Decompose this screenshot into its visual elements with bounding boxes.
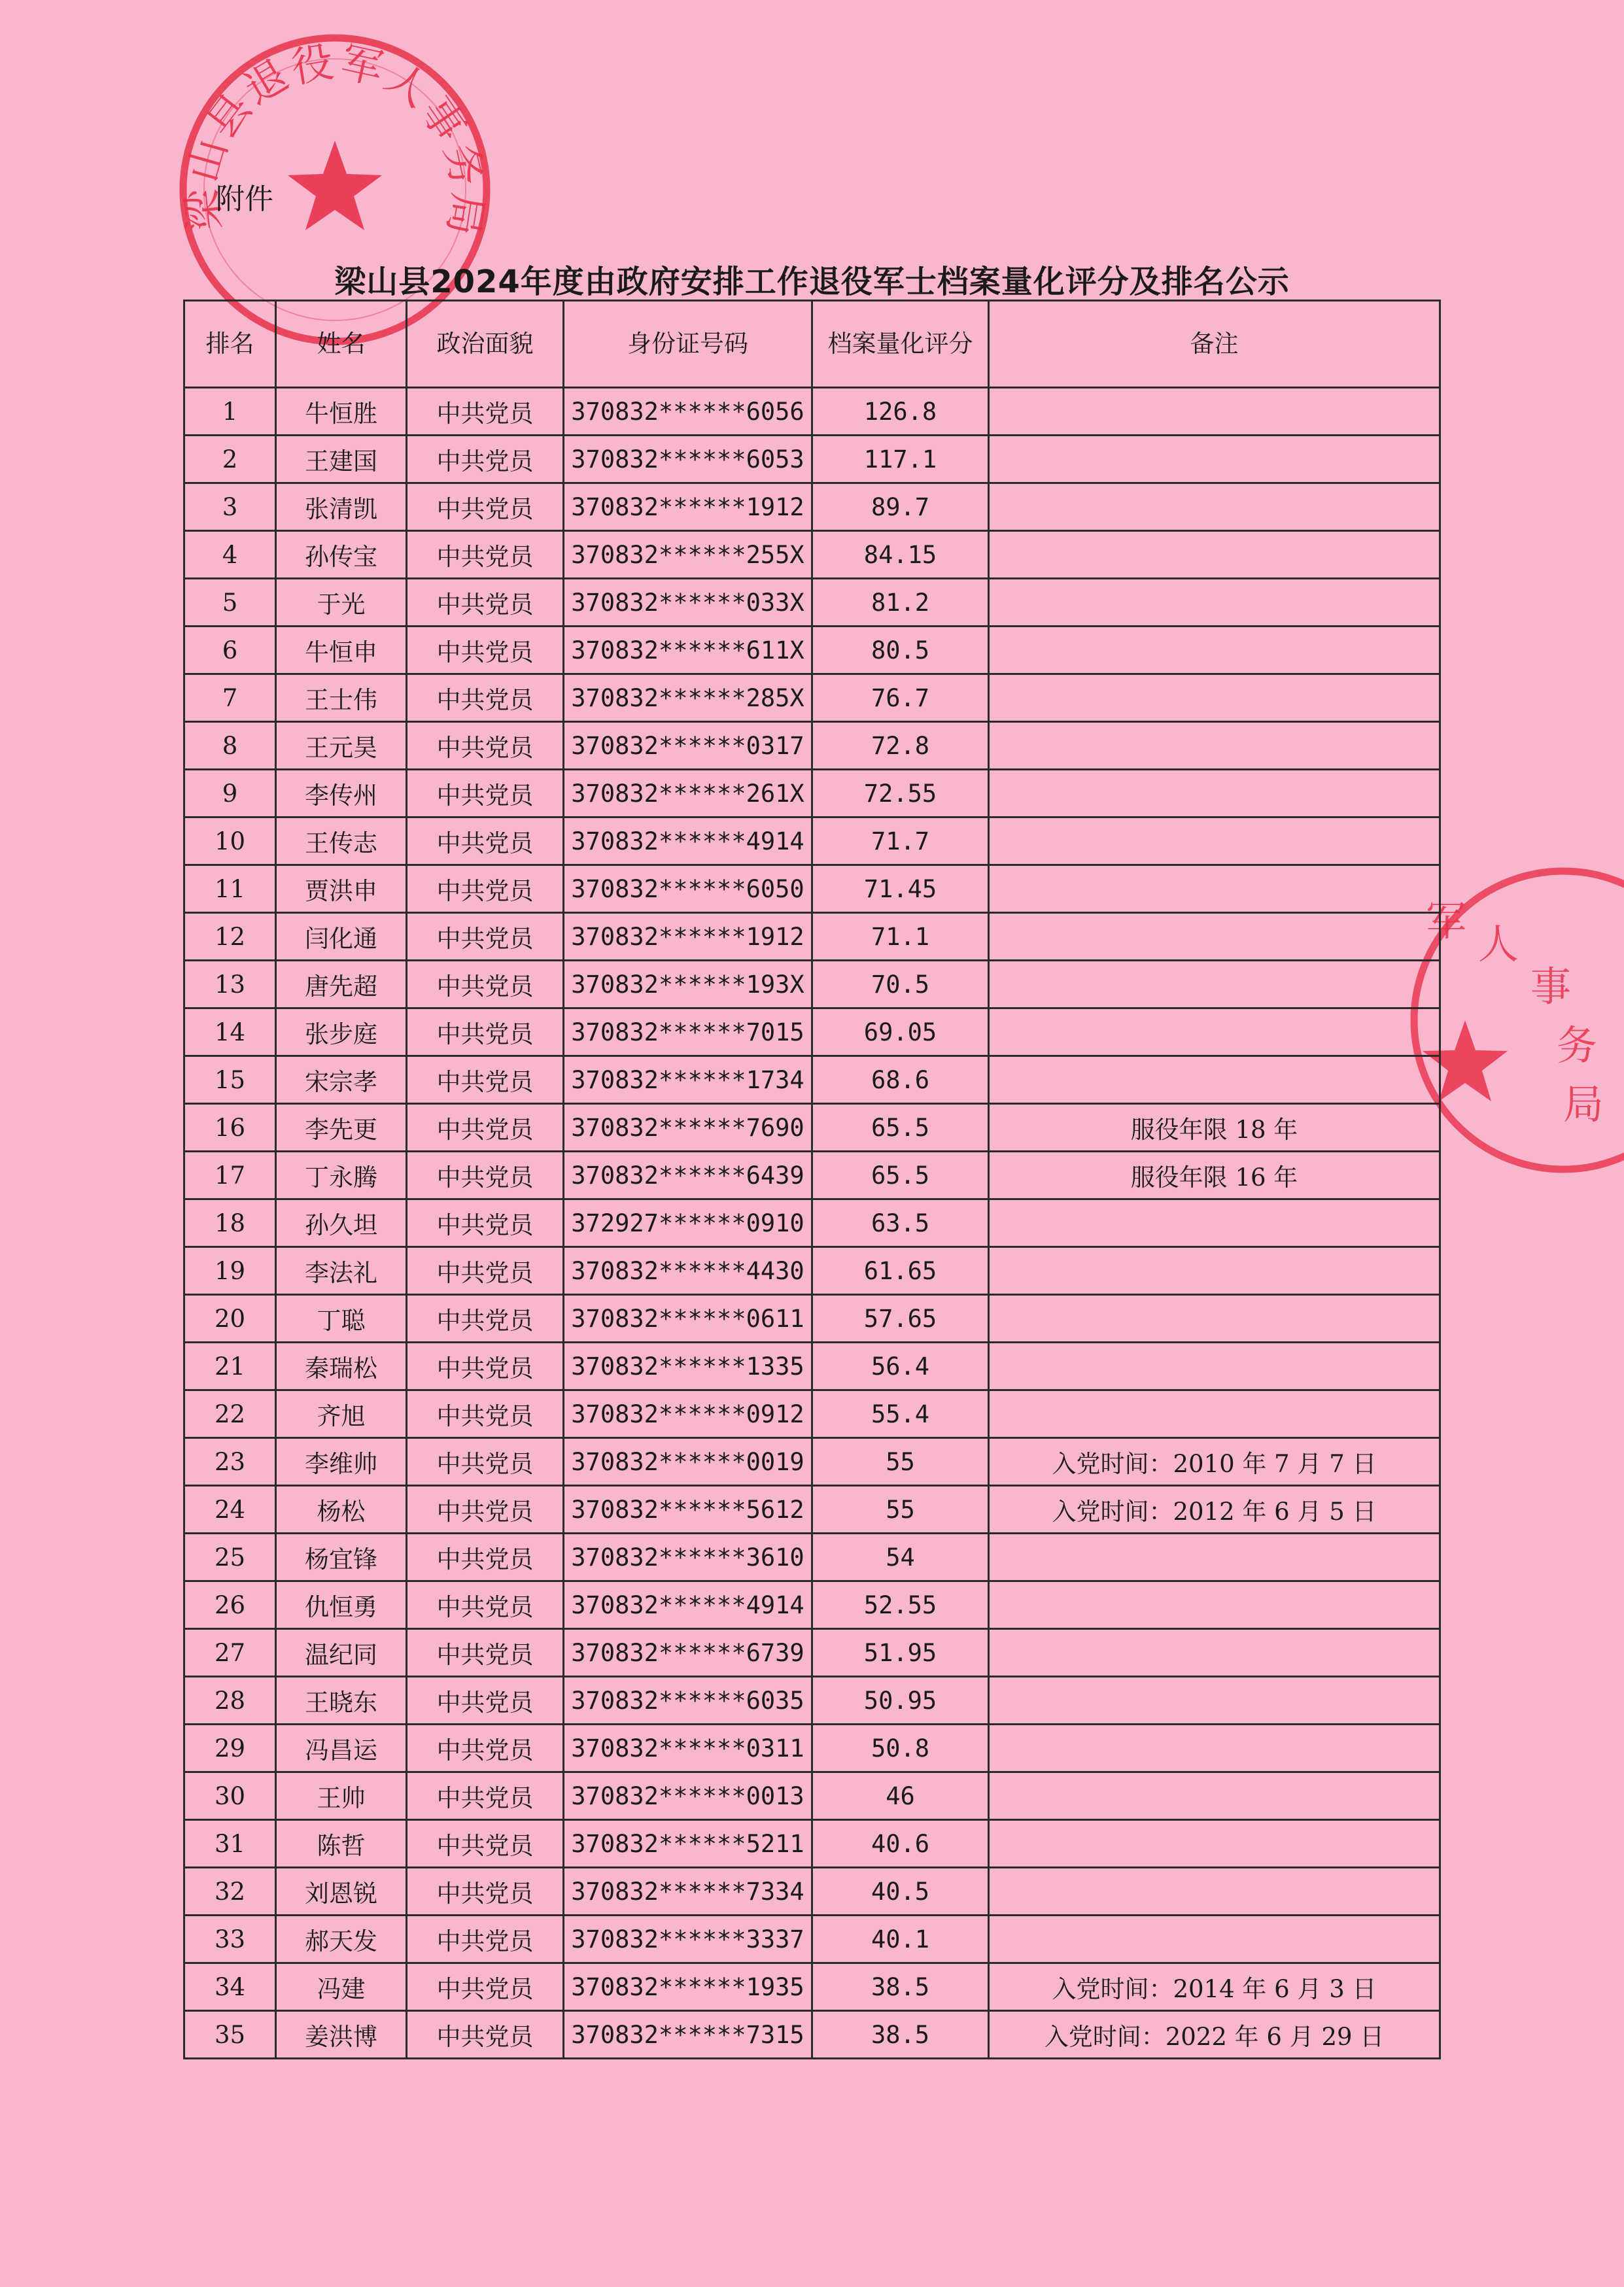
table-row: [184, 1152, 1440, 1199]
remark-cell: [989, 817, 1440, 865]
score-cell: 56.4: [812, 1343, 989, 1390]
table-row: [184, 1104, 1440, 1152]
political-status-cell: 中共党员: [407, 1247, 564, 1295]
score-cell: 71.7: [812, 817, 989, 865]
name-cell: 李传州: [276, 770, 407, 817]
name-cell: 李法礼: [276, 1247, 407, 1295]
id-number-cell: 370832******5612: [564, 1486, 812, 1534]
name-cell: 宋宗孝: [276, 1056, 407, 1104]
remark-cell: [989, 1868, 1440, 1916]
rank-cell: 14: [184, 1008, 276, 1056]
table-row: [184, 436, 1440, 483]
table-row: [184, 1963, 1440, 2011]
remark-cell: [989, 1820, 1440, 1868]
table-row: [184, 1390, 1440, 1438]
header-name: 姓名: [276, 301, 407, 388]
score-cell: 70.5: [812, 961, 989, 1008]
score-cell: 68.6: [812, 1056, 989, 1104]
score-cell: 80.5: [812, 627, 989, 674]
name-cell: 唐先超: [276, 961, 407, 1008]
name-cell: 牛恒胜: [276, 388, 407, 436]
rank-cell: 1: [184, 388, 276, 436]
remark-cell: 入党时间：2012 年 6 月 5 日: [989, 1486, 1440, 1534]
table-row: [184, 1772, 1440, 1820]
header-political-status: 政治面貌: [407, 301, 564, 388]
rank-cell: 9: [184, 770, 276, 817]
remark-cell: [989, 1629, 1440, 1677]
political-status-cell: 中共党员: [407, 1534, 564, 1581]
id-number-cell: 370832******3610: [564, 1534, 812, 1581]
attachment-label: 附件: [216, 182, 273, 216]
name-cell: 王晓东: [276, 1677, 407, 1725]
remark-cell: [989, 1677, 1440, 1725]
name-cell: 李维帅: [276, 1438, 407, 1486]
political-status-cell: 中共党员: [407, 1008, 564, 1056]
score-cell: 51.95: [812, 1629, 989, 1677]
table-row: [184, 1581, 1440, 1629]
political-status-cell: 中共党员: [407, 1104, 564, 1152]
svg-text:事: 事: [1530, 963, 1572, 1010]
score-cell: 46: [812, 1772, 989, 1820]
remark-cell: [989, 1295, 1440, 1343]
rank-cell: 17: [184, 1152, 276, 1199]
remark-cell: [989, 865, 1440, 913]
table-row: [184, 1056, 1440, 1104]
remark-cell: 入党时间：2010 年 7 月 7 日: [989, 1438, 1440, 1486]
table-header-row: [184, 301, 1440, 388]
political-status-cell: 中共党员: [407, 1581, 564, 1629]
table-row: [184, 1868, 1440, 1916]
table-row: [184, 961, 1440, 1008]
rank-cell: 6: [184, 627, 276, 674]
table-row: [184, 627, 1440, 674]
political-status-cell: 中共党员: [407, 674, 564, 722]
name-cell: 姜洪博: [276, 2011, 407, 2059]
rank-cell: 4: [184, 531, 276, 579]
rank-cell: 8: [184, 722, 276, 770]
remark-cell: [989, 531, 1440, 579]
id-number-cell: 370832******0311: [564, 1725, 812, 1772]
rank-cell: 29: [184, 1725, 276, 1772]
header-id-number: 身份证号码: [564, 301, 812, 388]
remark-cell: [989, 1056, 1440, 1104]
name-cell: 陈哲: [276, 1820, 407, 1868]
table-row: [184, 1247, 1440, 1295]
table-row: [184, 483, 1440, 531]
political-status-cell: 中共党员: [407, 1629, 564, 1677]
table-row: [184, 1438, 1440, 1486]
id-number-cell: 370832******611X: [564, 627, 812, 674]
svg-text:局: 局: [1563, 1080, 1604, 1128]
political-status-cell: 中共党员: [407, 1486, 564, 1534]
star-icon: [288, 141, 382, 230]
id-number-cell: 370832******7690: [564, 1104, 812, 1152]
id-number-cell: 370832******6053: [564, 436, 812, 483]
id-number-cell: 370832******0019: [564, 1438, 812, 1486]
name-cell: 杨宜锋: [276, 1534, 407, 1581]
political-status-cell: 中共党员: [407, 1677, 564, 1725]
name-cell: 孙久坦: [276, 1199, 407, 1247]
table-row: [184, 817, 1440, 865]
political-status-cell: 中共党员: [407, 1963, 564, 2011]
score-cell: 89.7: [812, 483, 989, 531]
svg-text:军: 军: [1426, 897, 1467, 945]
name-cell: 李先更: [276, 1104, 407, 1152]
rank-cell: 26: [184, 1581, 276, 1629]
rank-cell: 22: [184, 1390, 276, 1438]
score-cell: 126.8: [812, 388, 989, 436]
page-title: 梁山县2024年度由政府安排工作退役军士档案量化评分及排名公示: [334, 264, 1290, 300]
rank-cell: 25: [184, 1534, 276, 1581]
political-status-cell: 中共党员: [407, 436, 564, 483]
name-cell: 冯建: [276, 1963, 407, 2011]
score-cell: 72.55: [812, 770, 989, 817]
table-row: [184, 1677, 1440, 1725]
name-cell: 孙传宝: [276, 531, 407, 579]
svg-text:梁山县退役军人事务局: 梁山县退役军人事务局: [177, 37, 492, 242]
remark-cell: [989, 1725, 1440, 1772]
rank-cell: 15: [184, 1056, 276, 1104]
table-row: [184, 2011, 1440, 2059]
name-cell: 郝天发: [276, 1916, 407, 1963]
score-cell: 117.1: [812, 436, 989, 483]
header-rank: 排名: [184, 301, 276, 388]
table-row: [184, 1820, 1440, 1868]
political-status-cell: 中共党员: [407, 1868, 564, 1916]
rank-cell: 23: [184, 1438, 276, 1486]
political-status-cell: 中共党员: [407, 1152, 564, 1199]
id-number-cell: 370832******6050: [564, 865, 812, 913]
remark-cell: [989, 913, 1440, 961]
political-status-cell: 中共党员: [407, 913, 564, 961]
rank-cell: 7: [184, 674, 276, 722]
score-cell: 40.6: [812, 1820, 989, 1868]
rank-cell: 18: [184, 1199, 276, 1247]
score-cell: 61.65: [812, 1247, 989, 1295]
ranking-table: [183, 300, 1441, 2059]
svg-text:务: 务: [1557, 1022, 1598, 1069]
political-status-cell: 中共党员: [407, 2011, 564, 2059]
name-cell: 温纪同: [276, 1629, 407, 1677]
name-cell: 贾洪申: [276, 865, 407, 913]
rank-cell: 12: [184, 913, 276, 961]
rank-cell: 34: [184, 1963, 276, 2011]
score-cell: 84.15: [812, 531, 989, 579]
id-number-cell: 370832******3337: [564, 1916, 812, 1963]
id-number-cell: 370832******193X: [564, 961, 812, 1008]
id-number-cell: 370832******4914: [564, 1581, 812, 1629]
id-number-cell: 370832******4914: [564, 817, 812, 865]
remark-cell: [989, 1390, 1440, 1438]
name-cell: 仇恒勇: [276, 1581, 407, 1629]
name-cell: 王传志: [276, 817, 407, 865]
name-cell: 张步庭: [276, 1008, 407, 1056]
rank-cell: 19: [184, 1247, 276, 1295]
score-cell: 81.2: [812, 579, 989, 627]
table-row: [184, 1486, 1440, 1534]
table-row: [184, 579, 1440, 627]
rank-cell: 16: [184, 1104, 276, 1152]
rank-cell: 28: [184, 1677, 276, 1725]
political-status-cell: 中共党员: [407, 1390, 564, 1438]
rank-cell: 13: [184, 961, 276, 1008]
id-number-cell: 370832******5211: [564, 1820, 812, 1868]
political-status-cell: 中共党员: [407, 1725, 564, 1772]
political-status-cell: 中共党员: [407, 1820, 564, 1868]
id-number-cell: 370832******0317: [564, 722, 812, 770]
remark-cell: [989, 1008, 1440, 1056]
id-number-cell: 370832******1912: [564, 483, 812, 531]
header-score: 档案量化评分: [812, 301, 989, 388]
svg-text:人: 人: [1478, 920, 1519, 968]
political-status-cell: 中共党员: [407, 1343, 564, 1390]
remark-cell: [989, 1534, 1440, 1581]
remark-cell: 服役年限 16 年: [989, 1152, 1440, 1199]
score-cell: 55.4: [812, 1390, 989, 1438]
political-status-cell: 中共党员: [407, 722, 564, 770]
name-cell: 丁永腾: [276, 1152, 407, 1199]
remark-cell: [989, 770, 1440, 817]
table-row: [184, 1199, 1440, 1247]
rank-cell: 32: [184, 1868, 276, 1916]
id-number-cell: 370832******1912: [564, 913, 812, 961]
political-status-cell: 中共党员: [407, 1772, 564, 1820]
score-cell: 65.5: [812, 1104, 989, 1152]
rank-cell: 21: [184, 1343, 276, 1390]
political-status-cell: 中共党员: [407, 1438, 564, 1486]
name-cell: 于光: [276, 579, 407, 627]
id-number-cell: 370832******285X: [564, 674, 812, 722]
remark-cell: [989, 1772, 1440, 1820]
id-number-cell: 370832******0013: [564, 1772, 812, 1820]
id-number-cell: 370832******6035: [564, 1677, 812, 1725]
political-status-cell: 中共党员: [407, 1199, 564, 1247]
id-number-cell: 370832******6056: [564, 388, 812, 436]
rank-cell: 10: [184, 817, 276, 865]
score-cell: 55: [812, 1486, 989, 1534]
id-number-cell: 370832******261X: [564, 770, 812, 817]
id-number-cell: 370832******1935: [564, 1963, 812, 2011]
remark-cell: [989, 627, 1440, 674]
score-cell: 72.8: [812, 722, 989, 770]
name-cell: 张清凯: [276, 483, 407, 531]
id-number-cell: 370832******033X: [564, 579, 812, 627]
score-cell: 57.65: [812, 1295, 989, 1343]
table-row: [184, 913, 1440, 961]
score-cell: 40.5: [812, 1868, 989, 1916]
rank-cell: 27: [184, 1629, 276, 1677]
score-cell: 71.1: [812, 913, 989, 961]
political-status-cell: 中共党员: [407, 961, 564, 1008]
name-cell: 闫化通: [276, 913, 407, 961]
rank-cell: 30: [184, 1772, 276, 1820]
name-cell: 王元昊: [276, 722, 407, 770]
remark-cell: [989, 722, 1440, 770]
political-status-cell: 中共党员: [407, 1295, 564, 1343]
table-row: [184, 1008, 1440, 1056]
remark-cell: [989, 388, 1440, 436]
id-number-cell: 370832******0912: [564, 1390, 812, 1438]
rank-cell: 33: [184, 1916, 276, 1963]
remark-cell: [989, 483, 1440, 531]
political-status-cell: 中共党员: [407, 770, 564, 817]
name-cell: 王建国: [276, 436, 407, 483]
rank-cell: 3: [184, 483, 276, 531]
remark-cell: [989, 961, 1440, 1008]
score-cell: 76.7: [812, 674, 989, 722]
score-cell: 52.55: [812, 1581, 989, 1629]
table-row: [184, 1916, 1440, 1963]
political-status-cell: 中共党员: [407, 579, 564, 627]
remark-cell: [989, 1247, 1440, 1295]
political-status-cell: 中共党员: [407, 865, 564, 913]
remark-cell: [989, 1199, 1440, 1247]
id-number-cell: 370832******7015: [564, 1008, 812, 1056]
name-cell: 牛恒申: [276, 627, 407, 674]
table-row: [184, 531, 1440, 579]
remark-cell: [989, 674, 1440, 722]
rank-cell: 2: [184, 436, 276, 483]
table-row: [184, 674, 1440, 722]
remark-cell: [989, 436, 1440, 483]
score-cell: 40.1: [812, 1916, 989, 1963]
name-cell: 冯昌运: [276, 1725, 407, 1772]
remark-cell: [989, 1916, 1440, 1963]
remark-cell: 入党时间：2014 年 6 月 3 日: [989, 1963, 1440, 2011]
id-number-cell: 370832******1734: [564, 1056, 812, 1104]
remark-cell: [989, 1343, 1440, 1390]
rank-cell: 24: [184, 1486, 276, 1534]
score-cell: 55: [812, 1438, 989, 1486]
table-row: [184, 770, 1440, 817]
table-row: [184, 388, 1440, 436]
id-number-cell: 370832******1335: [564, 1343, 812, 1390]
name-cell: 秦瑞松: [276, 1343, 407, 1390]
name-cell: 刘恩锐: [276, 1868, 407, 1916]
rank-cell: 11: [184, 865, 276, 913]
rank-cell: 35: [184, 2011, 276, 2059]
table-row: [184, 722, 1440, 770]
remark-cell: [989, 579, 1440, 627]
remark-cell: 服役年限 18 年: [989, 1104, 1440, 1152]
political-status-cell: 中共党员: [407, 627, 564, 674]
table-row: [184, 1343, 1440, 1390]
table-row: [184, 1629, 1440, 1677]
political-status-cell: 中共党员: [407, 531, 564, 579]
name-cell: 丁聪: [276, 1295, 407, 1343]
rank-cell: 20: [184, 1295, 276, 1343]
political-status-cell: 中共党员: [407, 1056, 564, 1104]
remark-cell: 入党时间：2022 年 6 月 29 日: [989, 2011, 1440, 2059]
political-status-cell: 中共党员: [407, 483, 564, 531]
remark-cell: [989, 1581, 1440, 1629]
id-number-cell: 372927******0910: [564, 1199, 812, 1247]
score-cell: 54: [812, 1534, 989, 1581]
id-number-cell: 370832******6439: [564, 1152, 812, 1199]
score-cell: 50.8: [812, 1725, 989, 1772]
score-cell: 65.5: [812, 1152, 989, 1199]
id-number-cell: 370832******6739: [564, 1629, 812, 1677]
score-cell: 63.5: [812, 1199, 989, 1247]
score-cell: 38.5: [812, 2011, 989, 2059]
id-number-cell: 370832******0611: [564, 1295, 812, 1343]
score-cell: 71.45: [812, 865, 989, 913]
name-cell: 杨松: [276, 1486, 407, 1534]
id-number-cell: 370832******7315: [564, 2011, 812, 2059]
score-cell: 38.5: [812, 1963, 989, 2011]
id-number-cell: 370832******255X: [564, 531, 812, 579]
table-row: [184, 1534, 1440, 1581]
name-cell: 齐旭: [276, 1390, 407, 1438]
table-row: [184, 1725, 1440, 1772]
header-remark: 备注: [989, 301, 1440, 388]
political-status-cell: 中共党员: [407, 388, 564, 436]
table-row: [184, 1295, 1440, 1343]
rank-cell: 31: [184, 1820, 276, 1868]
political-status-cell: 中共党员: [407, 1916, 564, 1963]
political-status-cell: 中共党员: [407, 817, 564, 865]
id-number-cell: 370832******7334: [564, 1868, 812, 1916]
id-number-cell: 370832******4430: [564, 1247, 812, 1295]
name-cell: 王帅: [276, 1772, 407, 1820]
score-cell: 50.95: [812, 1677, 989, 1725]
table-row: [184, 865, 1440, 913]
name-cell: 王士伟: [276, 674, 407, 722]
rank-cell: 5: [184, 579, 276, 627]
score-cell: 69.05: [812, 1008, 989, 1056]
